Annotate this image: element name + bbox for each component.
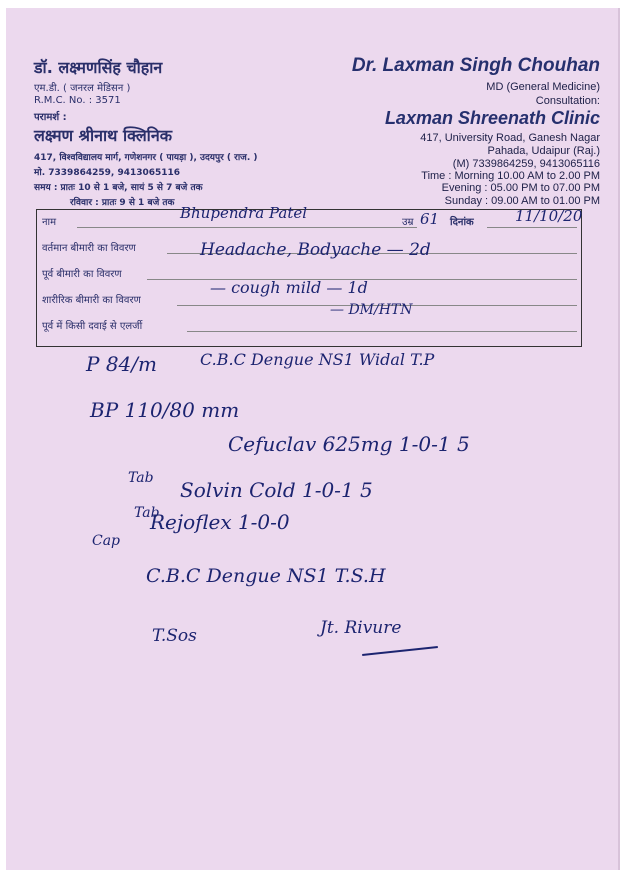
patient-name-handwritten: Bhupendra Patel	[180, 204, 308, 222]
allergy-handwritten: — DM/HTN	[330, 302, 413, 318]
consultation-label: Consultation:	[535, 95, 600, 107]
time-evening: Evening : 05.00 PM to 07.00 PM	[441, 182, 600, 194]
date-line	[487, 227, 577, 228]
age-label: उम्र	[402, 217, 414, 228]
address-line-2: Pahada, Udaipur (Raj.)	[487, 145, 600, 157]
clinic-name: Laxman Shreenath Clinic	[384, 108, 600, 128]
physical-illness-handwritten: — cough mild — 1d	[210, 278, 368, 297]
doctor-name: Dr. Laxman Singh Chouhan	[351, 55, 600, 76]
past-illness-label: पूर्व बीमारी का विवरण	[42, 269, 122, 280]
doctor-signature-text: Jt. Rivure	[320, 618, 402, 638]
date-label: दिनांक	[450, 217, 474, 228]
rmc-number: R.M.C. No. : 3571	[34, 95, 121, 106]
phone-numbers: (M) 7339864259, 9413065116	[452, 158, 600, 170]
timing-hindi: समय : प्रातः 10 से 1 बजे, सायं 5 से 7 बजे तक	[34, 183, 203, 193]
name-line	[77, 227, 417, 228]
pulse-vital: P 84/m	[86, 352, 157, 376]
rx1-prefix: Tab	[128, 470, 154, 486]
physical-illness-label: शारीरिक बीमारी का विवरण	[42, 295, 141, 306]
sunday-timing-hindi: रविवार : प्रातः 9 से 1 बजे तक	[70, 198, 175, 208]
patient-age-handwritten: 61	[420, 210, 440, 228]
sos-note: T.Sos	[152, 626, 197, 646]
consultation-hindi: परामर्श :	[34, 112, 67, 123]
time-sunday: Sunday : 09.00 AM to 01.00 PM	[444, 195, 600, 207]
blood-pressure-vital: BP 110/80 mm	[90, 398, 240, 422]
doctor-name-hindi: डॉ. लक्ष्मणसिंह चौहान	[34, 58, 163, 77]
current-illness-label: वर्तमान बीमारी का विवरण	[42, 243, 136, 254]
allergy-label: पूर्व में किसी दवाई से एलर्जी	[42, 321, 143, 332]
clinic-name-hindi: लक्ष्मण श्रीनाथ क्लिनिक	[34, 126, 172, 145]
tests-line-2: C.B.C Dengue NS1 T.S.H	[146, 565, 386, 587]
address-hindi: 417, विश्वविद्यालय मार्ग, गणेशनगर ( पायड़ा ), उदयपुर ( राज. )	[34, 153, 258, 163]
tests-line-1: C.B.C Dengue NS1 Widal T.P	[200, 350, 435, 369]
current-illness-handwritten: Headache, Bodyache — 2d	[200, 240, 431, 260]
prescription-item-3: Rejoflex 1-0-0	[150, 510, 290, 534]
allergy-line	[187, 331, 577, 332]
address-line-1: 417, University Road, Ganesh Nagar	[420, 132, 600, 144]
phone-hindi: मो. 7339864259, 9413065116	[34, 168, 181, 178]
time-morning: Time : Morning 10.00 AM to 2.00 PM	[421, 170, 600, 182]
rx2-prefix: Tab	[134, 505, 160, 521]
degree: MD (General Medicine)	[486, 81, 600, 93]
name-label: नाम	[42, 217, 57, 228]
prescription-item-2: Solvin Cold 1-0-1 5	[180, 478, 373, 502]
prescription-item-1: Cefuclav 625mg 1-0-1 5	[228, 432, 470, 456]
rx3-prefix: Cap	[92, 533, 121, 549]
degree-hindi: एम.डी. ( जनरल मेडिसन )	[34, 83, 131, 94]
visit-date-handwritten: 11/10/20	[515, 207, 583, 225]
